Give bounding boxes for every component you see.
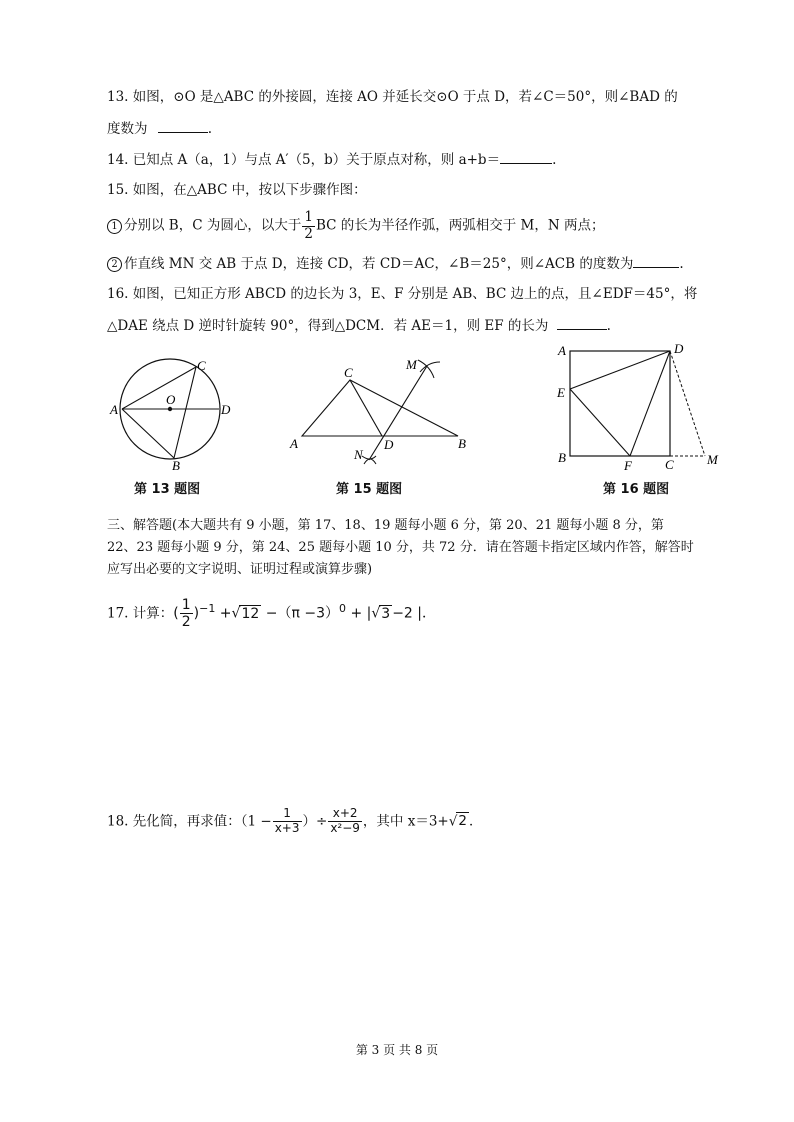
q15-intro: 15. 如图，在△ABC 中，按以下步骤作图： <box>107 182 367 198</box>
q18-sqrt2: 2 <box>458 813 467 830</box>
q17-fraction <box>180 597 193 630</box>
q18-f1-den: x+3 <box>274 820 300 835</box>
fig15-triangle-abc <box>302 380 458 436</box>
q14-end: . <box>552 152 557 168</box>
q13-line2 <box>107 120 212 137</box>
q16-line2 <box>107 317 611 334</box>
fig15-label-d: D <box>384 437 394 452</box>
fig15-label-n: N <box>354 447 363 462</box>
q18-f1-num: 1 <box>273 807 302 822</box>
fig16-line-ed <box>570 351 670 389</box>
q15-answer-blank[interactable] <box>633 255 679 268</box>
q17-part3: −（π −3） <box>265 605 339 622</box>
q15-step2-text: 作直线 MN 交 AB 于点 D，连接 CD，若 CD＝AC，∠B＝25°，则∠ACB 的度数为 <box>124 256 634 272</box>
q16-answer-blank[interactable] <box>557 317 607 330</box>
q13-line2-text: 度数为 <box>107 121 148 137</box>
q17-label: 17. 计算： <box>107 605 174 622</box>
fig16-label-m: M <box>707 452 718 467</box>
q15-half-fraction <box>302 210 315 242</box>
fig13-label-o: O <box>166 392 176 407</box>
fig16-label-a: A <box>558 343 566 358</box>
q18-line: 18. 先化简，再求值：（1 − $\frac{1}{x+3}$ ）÷ $\frac{x+2}{\text{x²−9}}$ ，其中 x＝3+√2 ． <box>107 806 483 835</box>
q15-step1-mark: 1 <box>107 219 122 234</box>
q17-exponent-zero: 0 <box>338 601 346 615</box>
fig13-center-dot <box>168 407 172 411</box>
fig13-triangle-abc <box>122 367 196 458</box>
q15-step1-pre: 分别以 B，C 为圆心，以大于 <box>124 217 302 234</box>
figure-13 <box>108 355 248 473</box>
fig15-arc-n1 <box>362 456 376 459</box>
fig16-square <box>570 351 670 456</box>
fig16-label-f: F <box>624 458 632 473</box>
q17-line: 17. 计算：( $\frac{1}{2}$ )$^{-1} +√12 -(\pi -3)^0 + |√3 -2$ |． <box>107 597 436 631</box>
q17-frac-num: 1 <box>181 597 191 613</box>
fig16-label-e: E <box>557 385 565 400</box>
q16-line1: 16. 如图，已知正方形 ABCD 的边长为 3，E、F 分别是 AB、BC 边上的点，且∠EDF＝45°，将 <box>107 286 698 302</box>
fig15-caption: 第 15 题图 <box>336 482 403 497</box>
fig13-label-b: B <box>172 458 180 473</box>
fig16-label-c: C <box>665 457 674 472</box>
q18-label: 18. 先化简，再求值：（1 − <box>107 813 272 830</box>
fig13-label-c: C <box>197 358 206 373</box>
fig15-label-m: M <box>406 357 417 372</box>
fig15-arc-n2 <box>364 459 376 464</box>
fig13-caption: 第 13 题图 <box>134 482 201 497</box>
q15-frac-num: 1 <box>304 209 313 225</box>
q18-mid: ）÷ <box>302 813 328 830</box>
fig15-line-mn <box>369 366 427 460</box>
fig16-label-d: D <box>674 341 684 356</box>
q13-line1: 13. 如图，⊙O 是△ABC 的外接圆，连接 AO 并延长交⊙O 于点 D，若∠C＝50°，则∠BAD 的 <box>107 89 678 105</box>
q15-step2-mark: 2 <box>107 257 122 272</box>
figure-15 <box>284 352 474 474</box>
q18-end: ． <box>468 813 483 830</box>
figure-16 <box>555 338 730 476</box>
page-footer: 第 3 页 共 8 页 <box>355 1043 439 1057</box>
q15-frac-den: 2 <box>304 225 313 242</box>
q17-part4: + | <box>350 605 372 622</box>
q13-line2-end: . <box>207 121 213 137</box>
fig15-label-a: A <box>290 436 298 451</box>
fig15-label-c: C <box>344 365 353 380</box>
q14-text: 14. 已知点 A（a，1）与点 A′（5，b）关于原点对称，则 a+b＝ <box>107 152 501 168</box>
q18-fraction-1 <box>273 807 302 836</box>
fig16-line-df <box>630 351 670 456</box>
fig16-line-ef <box>570 389 630 456</box>
q15-step2 <box>107 255 684 272</box>
q15-step1-post: BC 的长为半径作弧，两弧相交于 M，N 两点； <box>315 217 605 234</box>
q16-line2-end: . <box>606 318 611 334</box>
q17-part5: −2 |． <box>392 605 436 622</box>
q18-f2-num: x+2 <box>328 807 362 822</box>
q17-sqrt3: 3 <box>381 605 391 622</box>
q13-answer-blank[interactable] <box>158 120 208 133</box>
q18-f2-den: x²−9 <box>330 820 360 835</box>
fig16-caption: 第 16 题图 <box>603 482 670 497</box>
q16-line2-text: △DAE 绕点 D 逆时针旋转 90°，得到△DCM．若 AE＝1，则 EF 的长为 <box>107 318 549 334</box>
q14-line <box>107 151 556 168</box>
q18-fraction-2 <box>328 807 362 836</box>
q17-exponent: −1 <box>199 601 216 615</box>
q18-tail: ，其中 x＝3+ <box>362 813 449 830</box>
fig15-label-b: B <box>458 436 466 451</box>
q15-step2-end: . <box>679 256 684 272</box>
fig16-label-b: B <box>558 450 566 465</box>
q17-sqrt12: 12 <box>241 605 260 622</box>
q17-frac-den: 2 <box>181 614 191 631</box>
q17-plus: + <box>219 605 232 622</box>
fig15-arc-m1 <box>418 360 434 378</box>
fig13-label-a: A <box>110 402 118 417</box>
fig16-line-dm <box>670 351 705 456</box>
q14-answer-blank[interactable] <box>500 151 552 164</box>
fig13-label-d: D <box>221 402 231 417</box>
section-3-instructions: 三、解答题(本大题共有 9 小题，第 17、18、19 题每小题 6 分，第 20、21 题每小题 8 分，第 22、23 题每小题 9 分，第 24、25 题每小题 10 分，共 72 分．请在答题卡指定区域内作答，解答时应写出必要的文字说明、证明过程或演算步骤) <box>107 518 694 578</box>
q15-step1 <box>107 210 604 242</box>
